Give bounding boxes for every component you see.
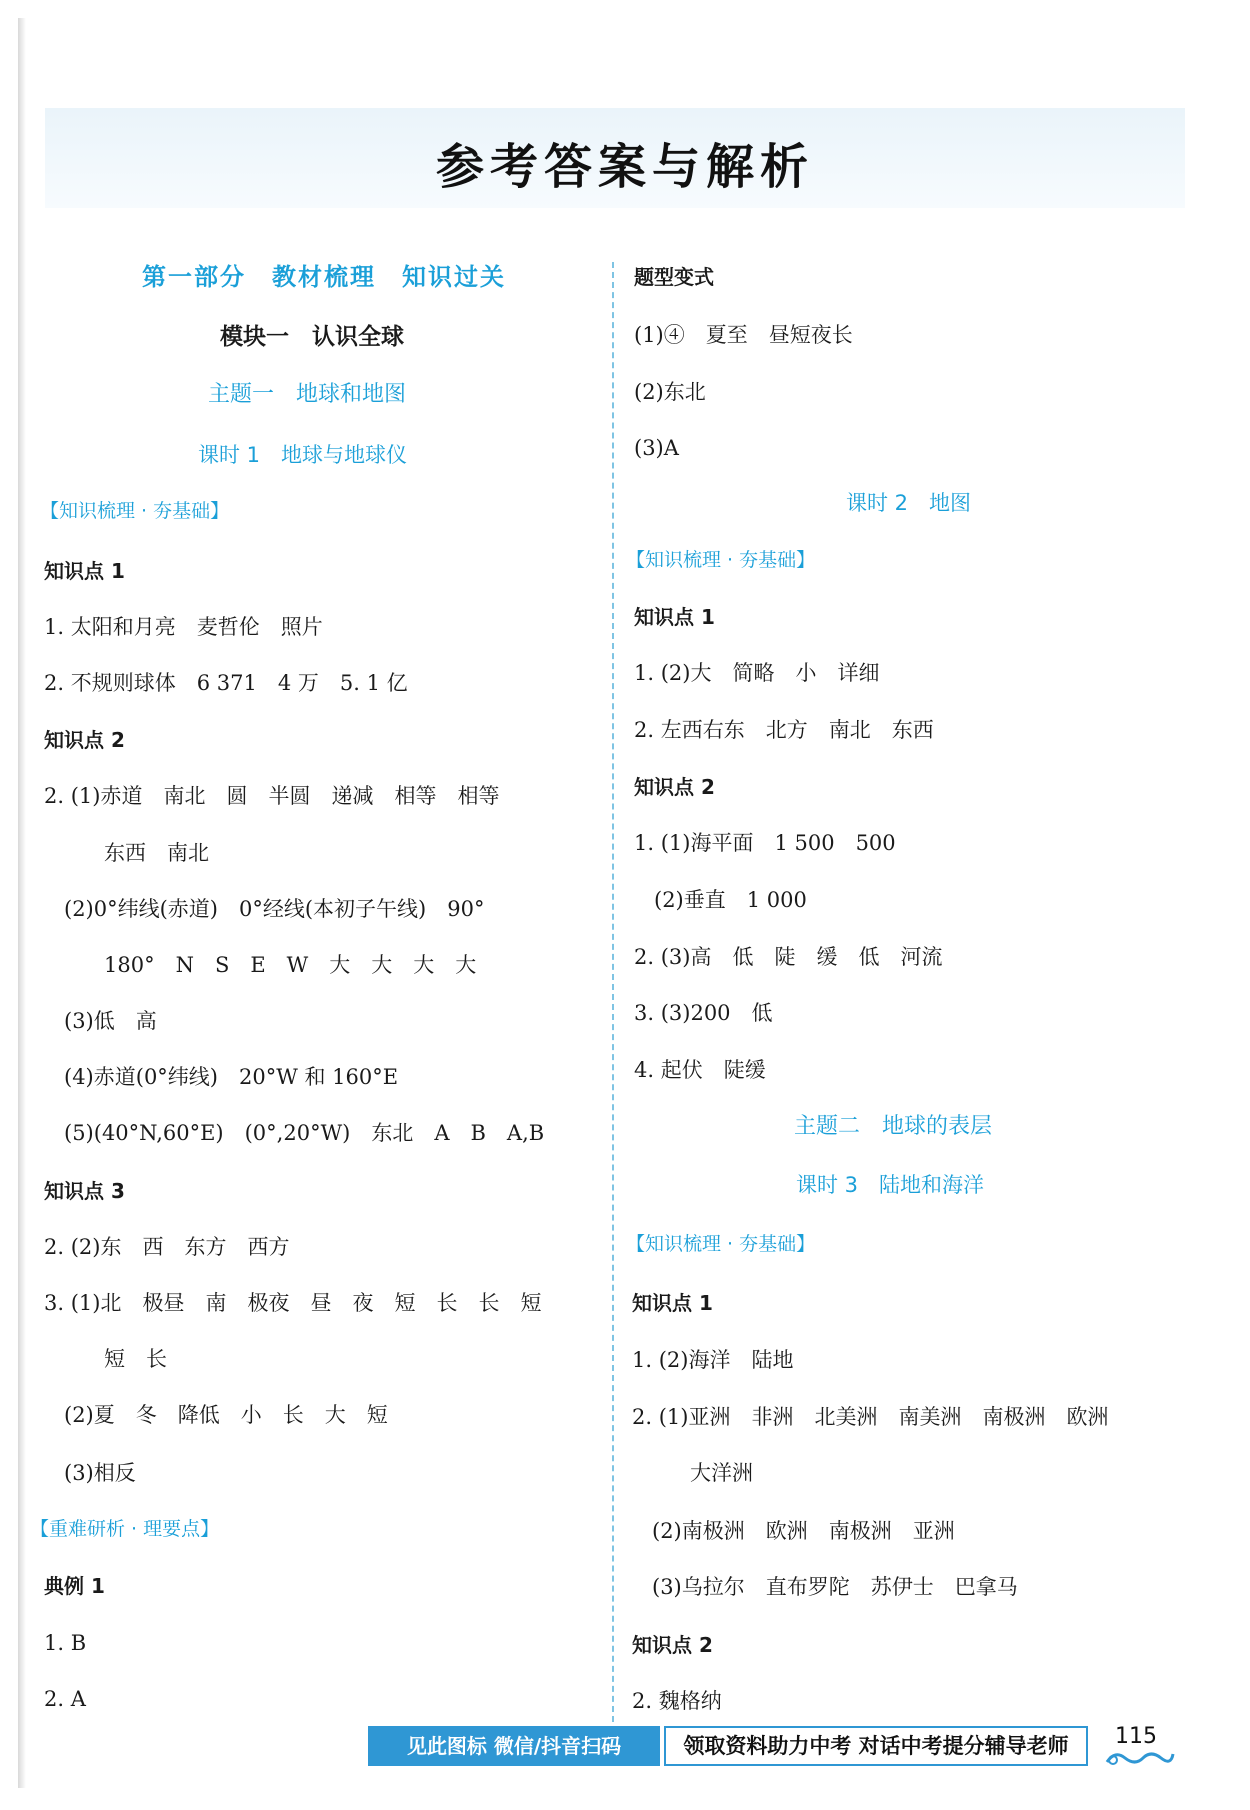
knowledge-point-label: 知识点 3 bbox=[44, 1179, 125, 1203]
example-label: 典例 1 bbox=[44, 1574, 105, 1598]
answer-line: (3)相反 bbox=[64, 1461, 136, 1485]
column-divider bbox=[612, 262, 614, 1732]
answer-line: 2. (3)高 低 陡 缓 低 河流 bbox=[634, 945, 943, 969]
answer-line: 4. 起伏 陡缓 bbox=[634, 1058, 766, 1082]
knowledge-point-label: 知识点 1 bbox=[634, 605, 715, 629]
footer-promo-banner: 领取资料助力中考 对话中考提分辅导老师 bbox=[664, 1726, 1088, 1766]
answer-line: 2. A bbox=[44, 1687, 86, 1711]
answer-line: 2. 不规则球体 6 371 4 万 5. 1 亿 bbox=[44, 671, 408, 695]
answer-line: (3)A bbox=[634, 436, 679, 460]
topic-heading: 主题一 地球和地图 bbox=[208, 382, 407, 407]
knowledge-point-label: 知识点 2 bbox=[44, 728, 125, 752]
page-number: 115 bbox=[1115, 1724, 1157, 1749]
answer-line: 1. (1)海平面 1 500 500 bbox=[634, 831, 896, 855]
answer-line: (2)夏 冬 降低 小 长 大 短 bbox=[64, 1403, 388, 1427]
answer-line: 3. (3)200 低 bbox=[634, 1001, 773, 1025]
answer-line: (3)低 高 bbox=[64, 1009, 157, 1033]
lesson-heading: 课时 2 地图 bbox=[846, 491, 972, 515]
answer-line: 1. (2)海洋 陆地 bbox=[632, 1348, 794, 1372]
answer-line: (1)④ 夏至 昼短夜长 bbox=[634, 323, 853, 347]
answer-line: 东西 南北 bbox=[104, 841, 209, 865]
answer-line: 180° N S E W 大 大 大 大 bbox=[104, 953, 477, 977]
answer-line: 1. (2)大 简略 小 详细 bbox=[634, 661, 880, 685]
answer-line: 1. 太阳和月亮 麦哲伦 照片 bbox=[44, 615, 323, 639]
section-label: 【知识梳理 · 夯基础】 bbox=[626, 549, 816, 571]
knowledge-point-label: 知识点 2 bbox=[634, 775, 715, 799]
answer-line: (2)南极洲 欧洲 南极洲 亚洲 bbox=[652, 1519, 955, 1543]
page-edge-shadow bbox=[18, 18, 26, 1788]
answer-line: 2. (1)亚洲 非洲 北美洲 南美洲 南极洲 欧洲 bbox=[632, 1405, 1109, 1429]
module-heading: 模块一 认识全球 bbox=[220, 324, 404, 350]
wave-icon bbox=[1105, 1746, 1175, 1768]
answer-line: 2. (2)东 西 东方 西方 bbox=[44, 1235, 290, 1259]
lesson-heading: 课时 1 地球与地球仪 bbox=[198, 443, 408, 467]
section-label: 【知识梳理 · 夯基础】 bbox=[626, 1233, 816, 1255]
knowledge-point-label: 知识点 2 bbox=[632, 1633, 713, 1657]
answer-line: (2)垂直 1 000 bbox=[654, 888, 807, 912]
answer-line: 大洋洲 bbox=[690, 1461, 753, 1485]
answer-line: 1. B bbox=[44, 1631, 87, 1655]
answer-line: 2. 左西右东 北方 南北 东西 bbox=[634, 718, 934, 742]
answer-line: 3. (1)北 极昼 南 极夜 昼 夜 短 长 长 短 bbox=[44, 1291, 542, 1315]
footer-scan-banner: 见此图标 微信/抖音扫码 bbox=[368, 1726, 660, 1766]
topic-heading: 主题二 地球的表层 bbox=[794, 1114, 993, 1139]
answer-line: 2. (1)赤道 南北 圆 半圆 递减 相等 相等 bbox=[44, 784, 500, 808]
answer-line: 短 长 bbox=[104, 1347, 167, 1371]
section-label: 【知识梳理 · 夯基础】 bbox=[40, 500, 230, 522]
answer-line: (4)赤道(0°纬线) 20°W 和 160°E bbox=[64, 1065, 399, 1089]
answer-line: (3)乌拉尔 直布罗陀 苏伊士 巴拿马 bbox=[652, 1575, 1018, 1599]
section-label: 【重难研析 · 理要点】 bbox=[30, 1518, 220, 1540]
answer-line: (5)(40°N,60°E) (0°,20°W) 东北 A B A,B bbox=[64, 1121, 545, 1145]
part-heading: 第一部分 教材梳理 知识过关 bbox=[142, 263, 506, 291]
answer-line: (2)东北 bbox=[634, 380, 706, 404]
knowledge-point-label: 知识点 1 bbox=[44, 559, 125, 583]
lesson-heading: 课时 3 陆地和海洋 bbox=[796, 1173, 985, 1197]
knowledge-point-label: 知识点 1 bbox=[632, 1291, 713, 1315]
variant-label: 题型变式 bbox=[634, 265, 714, 289]
page-title: 参考答案与解析 bbox=[435, 139, 814, 195]
answer-line: (2)0°纬线(赤道) 0°经线(本初子午线) 90° bbox=[64, 897, 485, 921]
answer-line: 2. 魏格纳 bbox=[632, 1689, 722, 1713]
